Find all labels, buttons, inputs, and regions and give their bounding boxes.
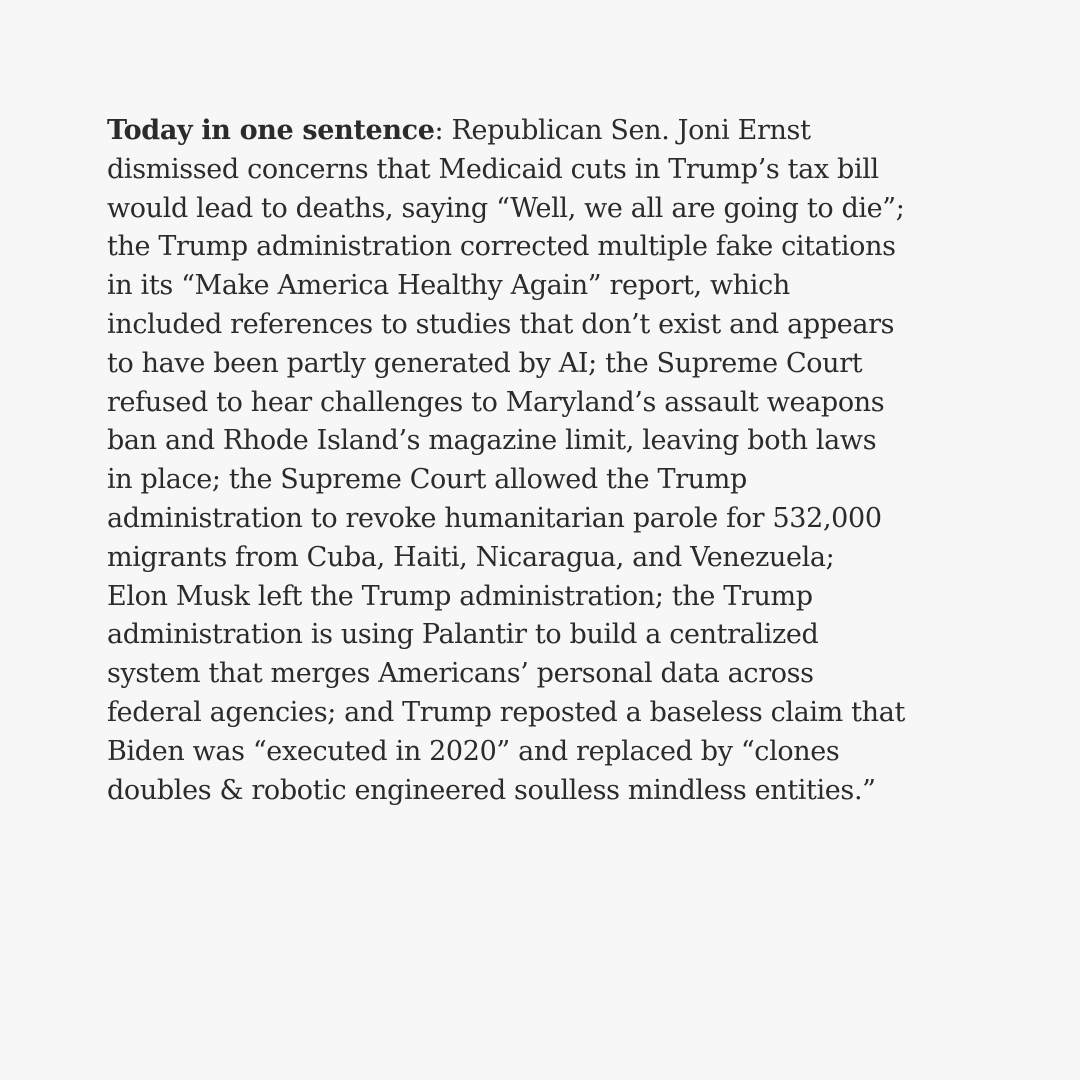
summary-line: administration is using Palantir to build a centralized [107,619,819,651]
summary-line: administration to revoke humanitarian parole for 532,000 [107,502,882,534]
summary-line: migrants from Cuba, Haiti, Nicaragua, and Venezuela; [107,541,835,573]
summary-line: federal agencies; and Trump reposted a baseless claim that [107,696,905,728]
lead-label: Today in one sentence [107,115,435,146]
summary-line: would lead to deaths, saying “Well, we all are going to die”; [107,192,905,224]
summary-line: included references to studies that don’t exist and appears [107,308,895,340]
lead-separator: : [434,115,444,146]
summary-line: dismissed concerns that Medicaid cuts in Trump’s tax bill [107,153,879,185]
summary-line: Elon Musk left the Trump administration; the Trump [107,580,813,612]
summary-line: system that merges Americans’ personal data across [107,658,814,690]
summary-line: refused to hear challenges to Maryland’s assault weapons [107,386,885,418]
summary-line: in its “Make America Healthy Again” report, which [107,270,790,302]
summary-line: doubles & robotic engineered soulless mindless entities.” [107,774,876,806]
first-line-text: Republican Sen. Joni Ernst [443,115,811,146]
summary-line: Biden was “executed in 2020” and replaced by “clones [107,735,840,767]
summary-line: ban and Rhode Island’s magazine limit, leaving both laws [107,425,877,457]
summary-paragraph [107,112,973,810]
summary-line: the Trump administration corrected multiple fake citations [107,231,896,263]
summary-line: in place; the Supreme Court allowed the Trump [107,464,747,496]
summary-line: to have been partly generated by AI; the Supreme Court [107,347,863,379]
summary-line [107,112,973,151]
